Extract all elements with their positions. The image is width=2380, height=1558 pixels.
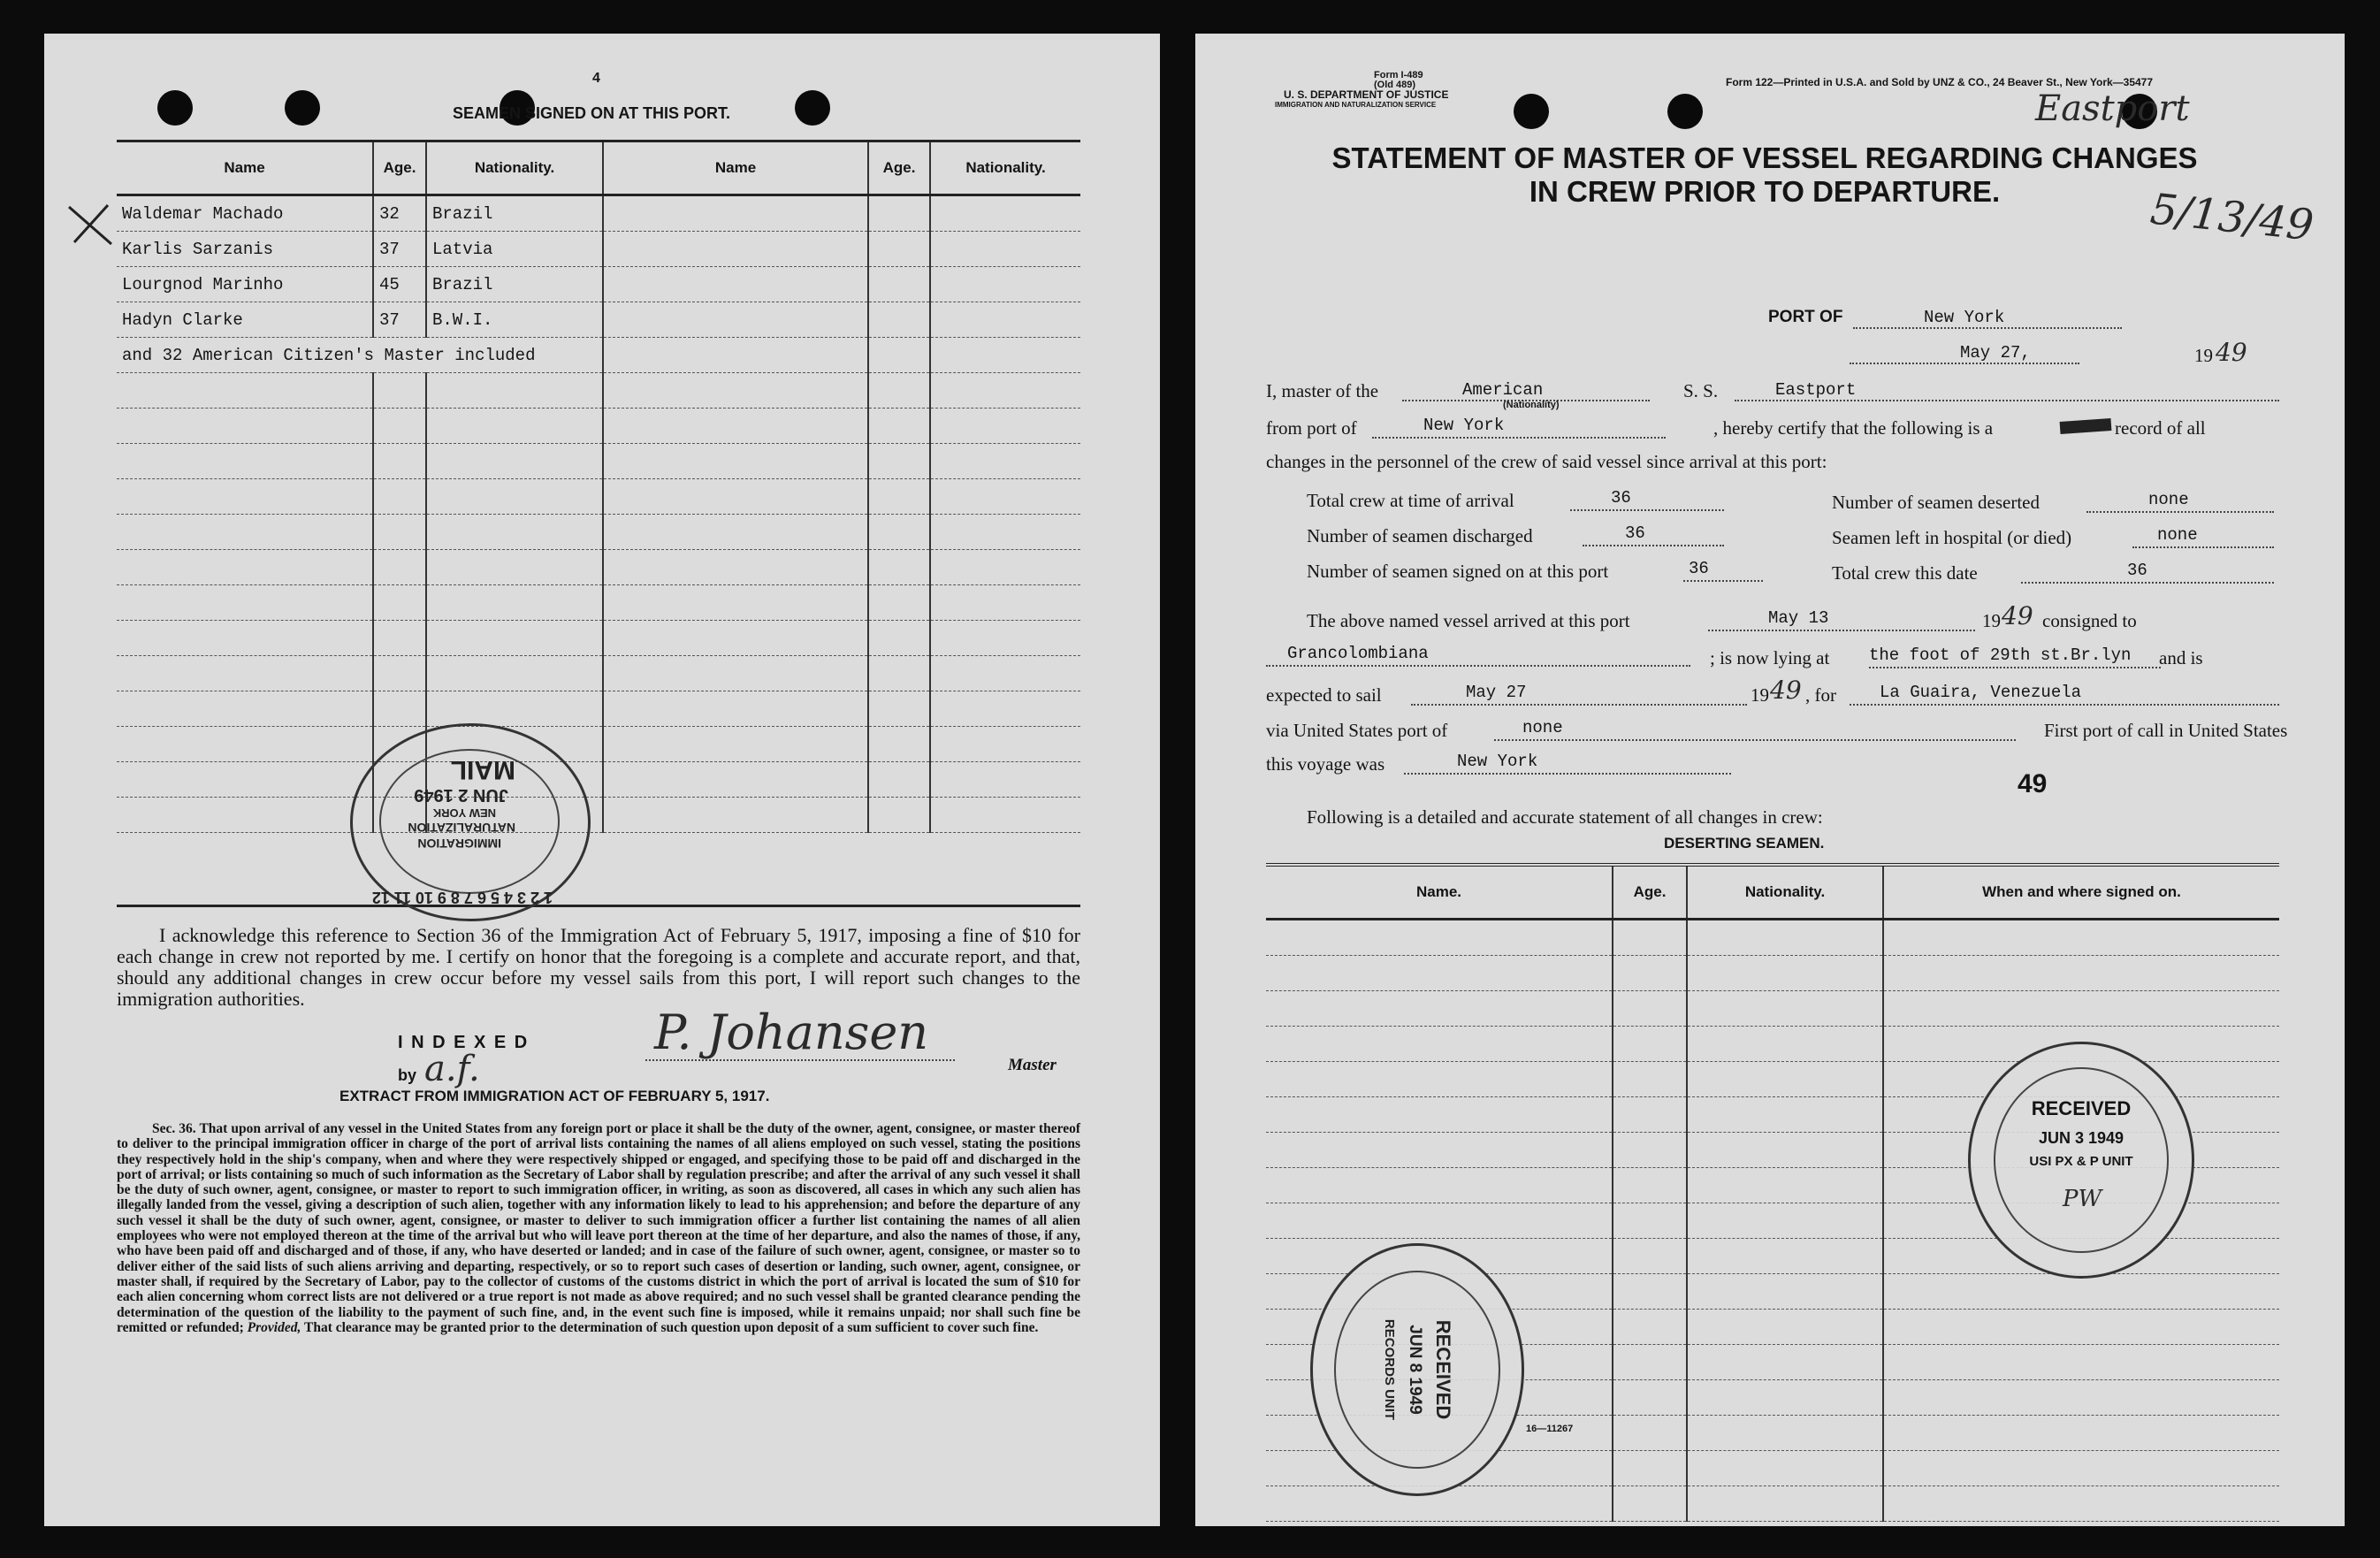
- nationality-caption: (Nationality): [1503, 400, 1560, 410]
- check-mark-icon: [64, 198, 117, 251]
- acknowledgement-text: I acknowledge this reference to Section 36 of the Immigration Act of February 5, 1917, imposing a fine of $10 for each change in crew not reported by me. I certify on honor that the foregoing is a complete and accurate report, and that, should any additional changes in crew occur before my vessel sails from this port, I will report such changes to the immigration authorities.: [117, 924, 1080, 1010]
- table-header-row: [1266, 865, 2279, 920]
- year-value: 49: [2216, 338, 2247, 367]
- seaman-nationality: Brazil: [426, 195, 603, 232]
- arrived-label: The above named vessel arrived at this port: [1307, 610, 1630, 631]
- table-header: SEAMEN SIGNED ON AT THIS PORT.: [453, 104, 731, 122]
- hospital-label: Seamen left in hospital (or died): [1832, 527, 2072, 548]
- master-of-label: I, master of the: [1266, 380, 1379, 401]
- arrived-year: 49: [2002, 601, 2033, 630]
- via-value: none: [1522, 718, 1563, 737]
- received-stamp-2: [1310, 1243, 1524, 1496]
- form-title: [1268, 141, 2262, 209]
- stamp-line: NEW YORK: [432, 806, 496, 820]
- stamp-initials: PW: [2063, 1186, 2102, 1212]
- indexed-initials: a.f.: [424, 1049, 480, 1089]
- indexed-label: I N D E X E D: [398, 1033, 530, 1052]
- section-label: Sec. 36.: [152, 1121, 196, 1136]
- column-header: When and where signed on.: [1883, 865, 2279, 920]
- destination-value: La Guaira, Venezuela: [1880, 683, 2082, 702]
- stamp-word: MAIL: [450, 755, 515, 784]
- seaman-name: Hadyn Clarke: [117, 302, 373, 338]
- stamp-line: IMMIGRATION: [417, 836, 501, 851]
- total-date-label: Total crew this date: [1832, 562, 1978, 584]
- stamp-unit: USI PX & P UNIT: [2029, 1154, 2133, 1169]
- form-number: [1374, 71, 1423, 90]
- via-label: via United States port of: [1266, 720, 1448, 741]
- punch-hole: [285, 90, 320, 126]
- hospital-value: none: [2157, 525, 2198, 545]
- column-header: Age.: [1613, 865, 1687, 920]
- column-header: Name.: [1266, 865, 1613, 920]
- extract-title: EXTRACT FROM IMMIGRATION ACT OF FEBRUARY 5, 1917.: [339, 1088, 770, 1104]
- discharged-value: 36: [1625, 523, 1645, 543]
- section-provided: Provided,: [247, 1319, 301, 1335]
- port-value: New York: [1924, 308, 2005, 327]
- year-prefix: 19: [2194, 345, 2213, 366]
- punch-hole: [1667, 94, 1703, 129]
- title-line: STATEMENT OF MASTER OF VESSEL REGARDING CHANGES: [1331, 141, 2198, 174]
- seaman-age: 37: [373, 232, 426, 267]
- for-label: , for: [1805, 684, 1836, 706]
- date-value: May 27,: [1960, 343, 2031, 363]
- right-page: [1195, 34, 2345, 1526]
- column-header: Nationality.: [426, 141, 603, 195]
- certify-text: , hereby certify that the following is a: [1713, 417, 1994, 439]
- sail-year-prefix: 19: [1751, 684, 1769, 706]
- master-label: Master: [1008, 1056, 1057, 1074]
- seaman-name: Lourgnod Marinho: [117, 267, 373, 302]
- stamp-icon: [1313, 1246, 1522, 1493]
- master-signature: P. Johansen: [654, 1004, 929, 1060]
- seaman-age: 32: [373, 195, 426, 232]
- voyage-label: this voyage was: [1266, 753, 1385, 775]
- handwritten-vessel: Eastport: [2035, 88, 2190, 129]
- stamp-word: RECEIVED: [2031, 1097, 2132, 1119]
- certify-line2: changes in the personnel of the crew of said vessel since arrival at this port:: [1266, 451, 1827, 472]
- table-row: [117, 302, 1080, 338]
- handwritten-date: 5/13/49: [2147, 184, 2316, 251]
- from-port-value: New York: [1423, 416, 1505, 435]
- table-row: [117, 232, 1080, 267]
- first-port-label: First port of call in United States: [2044, 720, 2288, 741]
- ss-label: S. S.: [1683, 380, 1719, 401]
- table-row: [117, 195, 1080, 232]
- arrived-value: May 13: [1768, 608, 1829, 628]
- left-page: [44, 34, 1160, 1526]
- column-header: Name: [117, 141, 373, 195]
- section-body: That upon arrival of any vessel in the United States from any foreign port or place it shall be the duty of the owner, agent, consignee, or master thereof to deliver to the principal immigration officer in charge of the port of arrival lists containing the names of all aliens employed on such vessel, stating the positions they respectively hold in the ship's company, when and where they were respectively shipped or engaged, and specifying those to be paid off and discharged in the port of arrival; or lists containing so much of such information as the Secretary of Labor shall by regulation prescribe; and after the arrival of any such vessel it shall be the duty of such owner, agent, consignee, or master to report to such immigration officer, in writing, as soon as discovered, all cases in which any such alien has illegally landed from the vessel, giving a description of such alien, together with any information likely to lead to his apprehension; and before the departure of any such vessel it shall be the duty of such owner, agent, consignee, or master to deliver to such immigration officer a further list containing the names of all alien employees who were not employed thereon at the time of the arrival but who will leave port thereon at the time of her departure, and also the names of those, if any, who have been paid off and discharged and of those, if any, who have deserted or landed; and in case of the failure of such owner, agent, consignee, or master so to deliver either of the said lists of such aliens arriving and departing, respectively, or so to report such cases of desertion or landing, such owner, agent, consignee, or master shall, if required by the Secretary of Labor, pay to the collector of customs of the customs district in which the port of arrival is located the sum of $10 for each alien concerning whom correct lists are not delivered or a true report is not made as above required; and no such vessel shall be granted clearance pending the determination of the question of the liability to the payment of such fine, and, in the event such fine is imposed, while it remains unpaid; nor shall such fine be remitted or refunded;: [117, 1121, 1080, 1335]
- column-header: Name: [603, 141, 868, 195]
- title-line: IN CREW PRIOR TO DEPARTURE.: [1529, 175, 2001, 208]
- form-old: (Old 489): [1374, 80, 1416, 90]
- table-row: [117, 338, 1080, 373]
- indexed-by-label: by: [398, 1066, 417, 1084]
- column-header: Nationality.: [930, 141, 1080, 195]
- deserting-header: DESERTING SEAMEN.: [1664, 835, 1825, 852]
- received-stamp: [1968, 1042, 2194, 1279]
- total-date-value: 36: [2127, 561, 2147, 580]
- seaman-nationality: Latvia: [426, 232, 603, 267]
- column-header: Age.: [373, 141, 426, 195]
- nationality-value: American: [1462, 380, 1544, 400]
- stamp-number: 49: [2018, 769, 2048, 798]
- punch-hole: [157, 90, 193, 126]
- signed-on-label: Number of seamen signed on at this port: [1307, 561, 1609, 582]
- service: IMMIGRATION AND NATURALIZATION SERVICE: [1275, 101, 1437, 109]
- consigned-label: consigned to: [2042, 610, 2137, 631]
- deserted-label: Number of seamen deserted: [1832, 492, 2040, 513]
- stamp-unit: RECORDS UNIT: [1382, 1318, 1397, 1421]
- printer-line: Form 122—Printed in U.S.A. and Sold by UNZ & CO., 24 Beaver St., New York—35477: [1726, 76, 2154, 88]
- column-header: Nationality.: [1687, 865, 1883, 920]
- seaman-age: 37: [373, 302, 426, 338]
- stamp-date: JUN 2 1949: [414, 785, 508, 805]
- total-arrival-label: Total crew at time of arrival: [1307, 490, 1514, 511]
- mail-stamp: [350, 723, 591, 921]
- stamp-date: JUN 3 1949: [2038, 1129, 2124, 1147]
- struck-word: [2060, 418, 2112, 434]
- port-label: PORT OF: [1768, 308, 1843, 326]
- seaman-nationality: Brazil: [426, 267, 603, 302]
- discharged-label: Number of seamen discharged: [1307, 525, 1533, 546]
- seaman-name: Waldemar Machado: [117, 195, 373, 232]
- seamen-signed-on-table: [117, 140, 1080, 833]
- section-tail: That clearance may be granted prior to the determination of such question upon deposit of a sum sufficient to cover such fine.: [303, 1319, 1039, 1335]
- expected-label: expected to sail: [1266, 684, 1382, 706]
- seaman-age: 45: [373, 267, 426, 302]
- from-port-label: from port of: [1266, 417, 1357, 439]
- stamp-digits: 1 2 3 4 5 6 7 8 9 10 11 12: [371, 889, 553, 906]
- column-header: Age.: [868, 141, 930, 195]
- lying-value: the foot of 29th st.Br.lyn: [1869, 645, 2132, 665]
- seaman-summary: and 32 American Citizen's Master included: [117, 338, 603, 373]
- lying-label: ; is now lying at: [1710, 647, 1830, 668]
- arrived-year-prefix: 19: [1982, 610, 2001, 631]
- department: U. S. DEPARTMENT OF JUSTICE: [1284, 88, 1449, 101]
- vessel-value: Eastport: [1775, 380, 1857, 400]
- stamp-icon: [353, 726, 588, 919]
- consignee-value: Grancolombiana: [1287, 644, 1429, 663]
- total-arrival-value: 36: [1611, 488, 1631, 508]
- seaman-name: Karlis Sarzanis: [117, 232, 373, 267]
- stamp-date: JUN 8 1949: [1406, 1325, 1424, 1415]
- section-36-text: [117, 1121, 1080, 1335]
- sail-value: May 27: [1466, 683, 1527, 702]
- stamp-word: RECEIVED: [1432, 1319, 1454, 1420]
- stamp-line: NATURALIZATION: [408, 821, 515, 835]
- sail-year: 49: [1770, 676, 1802, 705]
- seaman-nationality: B.W.I.: [426, 302, 603, 338]
- and-is-label: and is: [2159, 647, 2203, 668]
- voyage-value: New York: [1457, 752, 1538, 771]
- table-row: [117, 267, 1080, 302]
- form-footer: 16—11267: [1526, 1424, 1574, 1434]
- deserted-value: none: [2148, 490, 2189, 509]
- form-no: Form I-489: [1374, 70, 1423, 80]
- following-text: Following is a detailed and accurate statement of all changes in crew:: [1307, 806, 1823, 828]
- page-number: 4: [592, 71, 600, 86]
- signed-on-value: 36: [1689, 559, 1709, 578]
- certify-text: record of all: [2115, 417, 2206, 439]
- punch-hole: [795, 90, 830, 126]
- table-header-row: [117, 141, 1080, 195]
- table-bottom-rule: [117, 905, 1080, 907]
- punch-hole: [1514, 94, 1549, 129]
